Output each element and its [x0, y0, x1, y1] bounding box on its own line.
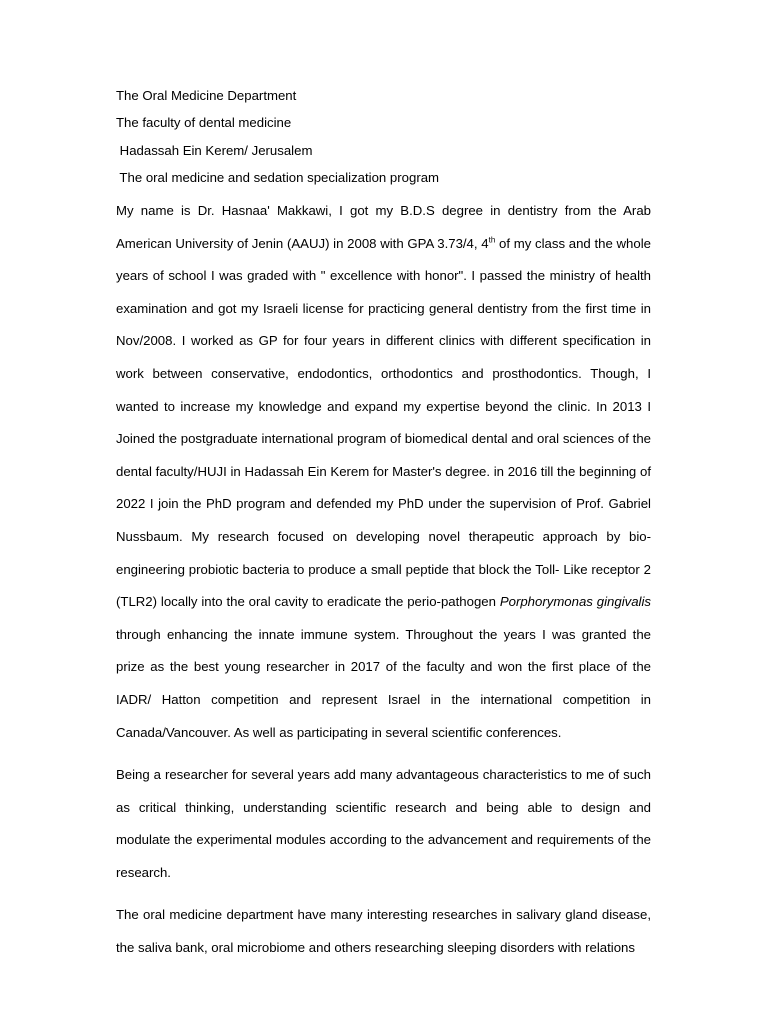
header-location: Hadassah Ein Kerem/ Jerusalem — [116, 142, 313, 158]
letter-header — [116, 86, 656, 195]
intro-text-1: My name is Dr. Hasnaa' Makkawi, I got my B.D.S degree in dentistry from the Arab American University of Jenin (AAUJ) in 2008 with GPA 3.73/4, 4 — [116, 203, 651, 251]
intro-text-2: of my class and the whole years of school I was graded with " excellence with honor". I passed the ministry of health examination and got my Israeli license for practicing general dentistry from the first time in Nov/2008. I worked as GP for four years in different clinics with different specification in work between conservative, endodontics, orthodontics and prosthodontics. Though, I wanted to increase my knowledge and expand my expertise beyond the clinic. In 2013 I Joined the postgraduate international program of biomedical dental and oral sciences of the dental faculty/HUJI in Hadassah Ein Kerem for Master's degree. in 2016 till the beginning of 2022 I join the PhD program and defended my PhD under the supervision of Prof. Gabriel Nussbaum. My research focused on developing novel therapeutic approach by bio-engineering probiotic bacteria to produce a small peptide that block the Toll- Like receptor 2 (TLR2) locally into the oral cavity to eradicate the perio-pathogen — [116, 235, 651, 610]
paragraph-gap — [116, 889, 651, 899]
paragraph-introduction — [116, 195, 651, 749]
header-program: The oral medicine and sedation specialization program — [116, 169, 440, 185]
paragraph-gap — [116, 749, 651, 759]
header-department: The Oral Medicine Department — [116, 88, 297, 103]
paragraph-research-skills: Being a researcher for several years add many advantageous characteristics to me of such as critical thinking, understanding scientific research and being able to design and modulate the experimental modules according to the advancement and requirements of the research. — [116, 767, 651, 880]
paragraph-department: The oral medicine department have many interesting researches in salivary gland disease, the saliva bank, oral microbiome and others researching sleeping disorders with relations — [116, 907, 651, 956]
ordinal-superscript: th — [488, 235, 496, 245]
species-name: Porphorymonas gingivalis — [499, 594, 652, 610]
letter-body — [116, 195, 651, 965]
intro-text-3: through enhancing the innate immune system. Throughout the years I was granted the prize as the best young researcher in 2017 of the faculty and won the first place of the IADR/ Hatton competition and represent Israel in the international competition in Canada/Vancouver. As well as participating in several scientific conferences. — [116, 626, 651, 740]
header-faculty: The faculty of dental medicine — [116, 115, 292, 131]
